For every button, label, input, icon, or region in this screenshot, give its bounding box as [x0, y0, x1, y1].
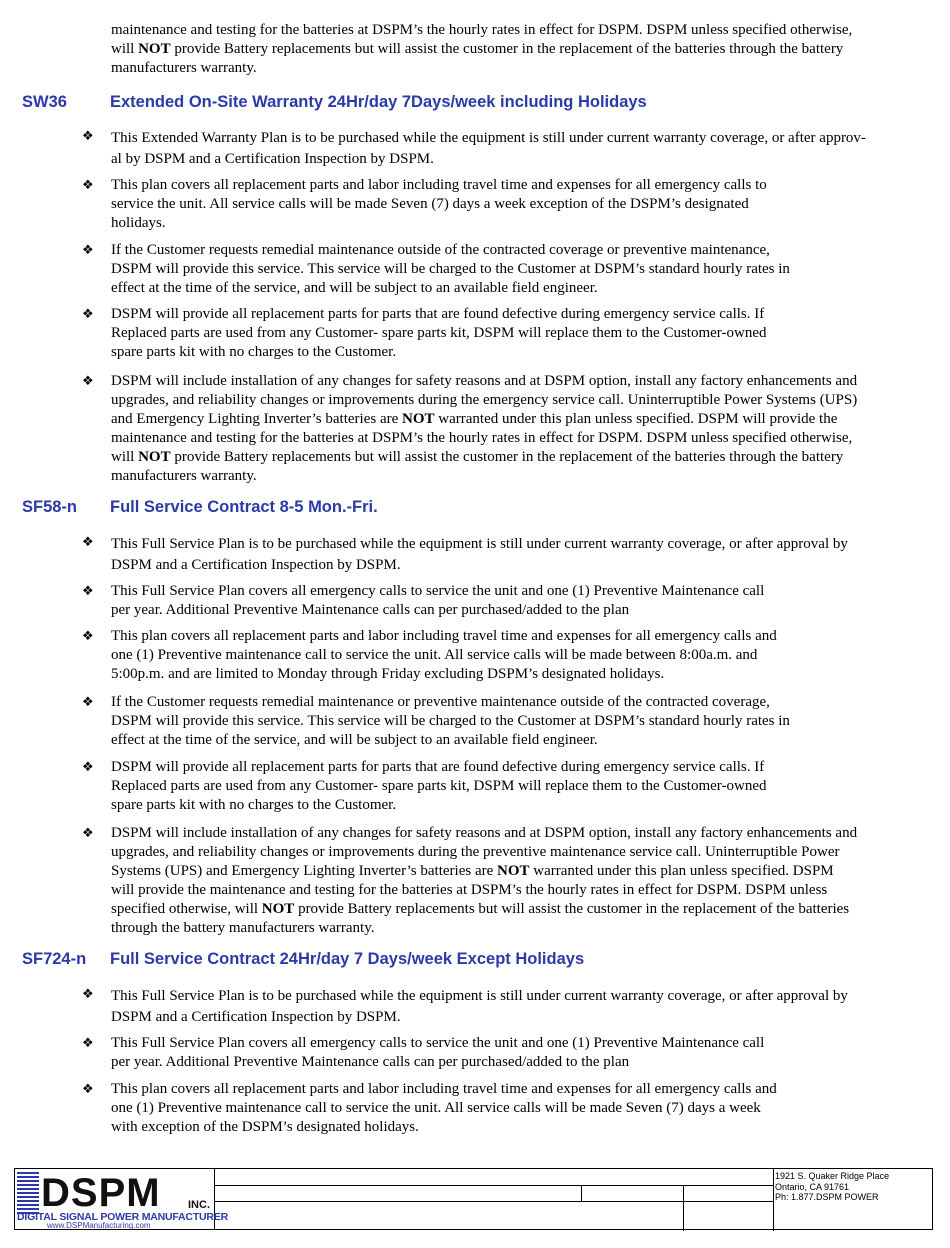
diamond-bullet-icon: ❖	[82, 584, 94, 599]
grid-line	[215, 1201, 773, 1202]
company-address: 1921 S. Quaker Ridge Place Ontario, CA 91761 Ph: 1.877.DSPM POWER	[775, 1171, 890, 1202]
diamond-bullet-icon: ❖	[82, 374, 94, 389]
diamond-bullet-icon: ❖	[82, 1036, 94, 1051]
diamond-bullet-icon: ❖	[82, 307, 94, 322]
diamond-bullet-icon: ❖	[82, 178, 94, 193]
diamond-bullet-icon: ❖	[82, 695, 94, 710]
section-title: Full Service Contract 24Hr/day 7 Days/week Except Holidays	[110, 950, 585, 968]
diamond-bullet-icon: ❖	[82, 629, 94, 644]
diamond-bullet-icon: ❖	[82, 826, 94, 841]
logo-inc: INC.	[188, 1199, 210, 1211]
diamond-bullet-icon: ❖	[82, 243, 94, 258]
diamond-bullet-icon: ❖	[82, 987, 94, 1002]
logo-url: www.DSPManufacturing.com	[47, 1221, 151, 1230]
section-title: Extended On-Site Warranty 24Hr/day 7Days/week including Holidays	[110, 93, 647, 111]
intro-line: maintenance and testing for the batteries at DSPM’s the hourly rates in effect for DSPM. DSPM unless specified otherwise,	[111, 22, 853, 38]
company-logo	[14, 1168, 228, 1230]
grid-line	[683, 1185, 684, 1231]
intro-line: manufacturers warranty.	[111, 60, 257, 76]
section-code: SF58-n	[22, 498, 78, 516]
logo-wordmark: DSPM	[41, 1171, 161, 1215]
logo-tagline: DIGITAL SIGNAL POWER MANUFACTURER	[17, 1211, 228, 1223]
section-title: Full Service Contract 8-5 Mon.-Fri.	[110, 498, 378, 516]
title-block-grid	[215, 1168, 933, 1230]
section-code: SW36	[22, 93, 67, 111]
diamond-bullet-icon: ❖	[82, 129, 94, 144]
grid-line	[581, 1185, 582, 1201]
diamond-bullet-icon: ❖	[82, 760, 94, 775]
diamond-bullet-icon: ❖	[82, 535, 94, 550]
grid-line	[215, 1185, 773, 1186]
section-code: SF724-n	[22, 950, 87, 968]
grid-line	[773, 1169, 774, 1231]
diamond-bullet-icon: ❖	[82, 1082, 94, 1097]
intro-paragraph	[111, 21, 931, 78]
logo-stripes	[17, 1172, 39, 1214]
footer-title-block	[14, 1168, 934, 1232]
intro-line: will NOT provide Battery replacements but will assist the customer in the replacement of the batteries through the battery	[111, 41, 844, 57]
